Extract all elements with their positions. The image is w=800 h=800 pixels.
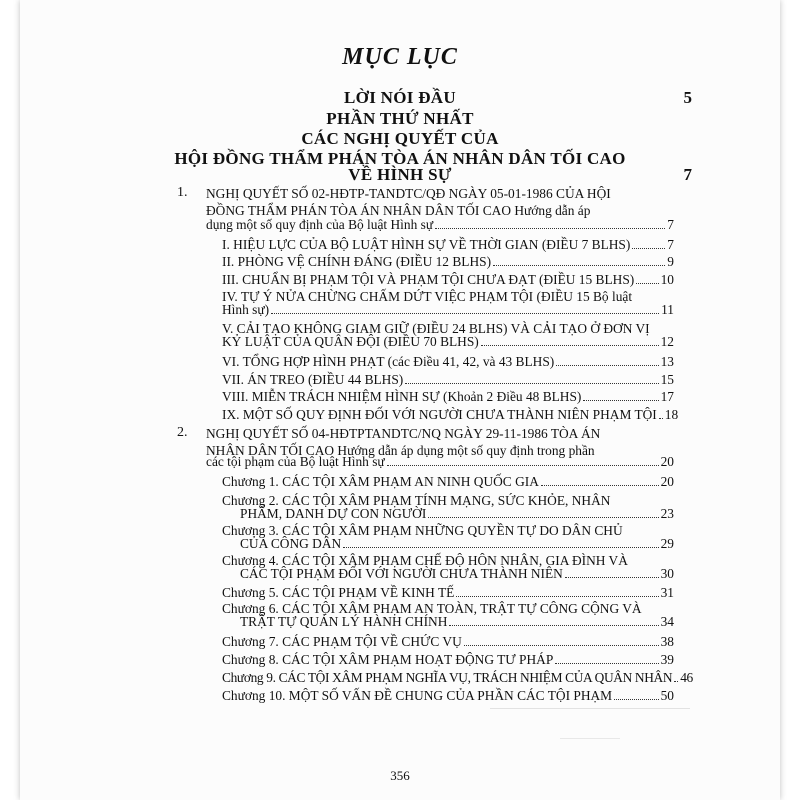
dot-leader	[481, 345, 659, 346]
part-one-page-number: 7	[683, 165, 692, 184]
preface-page-number: 5	[683, 88, 692, 107]
resolution-1-title	[206, 185, 674, 219]
resolution-2-number: 2.	[177, 425, 188, 440]
show-through-mark	[560, 738, 620, 743]
toc-item-text: II. PHÒNG VỆ CHÍNH ĐÁNG (ĐIỀU 12 BLHS)	[222, 254, 492, 269]
chapter-text: Chương 10. MỘT SỐ VẤN ĐỀ CHUNG CỦA PHẦN CÁC TỘI PHẠM	[222, 688, 613, 703]
document-page	[20, 0, 780, 800]
page-number: 29	[660, 536, 674, 551]
resolution-1-title-line: NGHỊ QUYẾT SỐ 02-HĐTP-TANDTC/QĐ NGÀY 05-01-1986 CỦA HỘI	[206, 186, 611, 201]
toc-item-text: VII. ÁN TREO (ĐIỀU 44 BLHS)	[222, 372, 404, 387]
dot-leader	[387, 465, 659, 466]
dot-leader	[271, 313, 659, 314]
chapter-entry	[222, 632, 674, 650]
toc-item	[222, 352, 674, 370]
dot-leader	[541, 485, 659, 486]
toc-item-text: KỶ LUẬT CỦA QUÂN ĐỘI (ĐIỀU 70 BLHS)	[222, 334, 479, 349]
page-number: 7	[667, 217, 674, 232]
dot-leader	[555, 663, 658, 664]
resolution-1-number: 1.	[177, 185, 188, 200]
dot-leader	[583, 400, 658, 401]
part-one-council: HỘI ĐỒNG THẨM PHÁN TÒA ÁN NHÂN DÂN TỐI CAO	[174, 149, 626, 168]
toc-item	[222, 370, 674, 388]
toc-item-text: Hình sự)	[222, 302, 270, 317]
dot-leader	[449, 625, 658, 626]
chapter-text: Chương 1. CÁC TỘI XÂM PHẠM AN NINH QUỐC GIA	[222, 474, 539, 489]
chapter-text: Chương 5. CÁC TỘI PHẠM VỀ KINH TẾ	[222, 585, 455, 600]
chapter-continuation	[240, 504, 674, 522]
resolution-1-entry	[206, 215, 674, 233]
toc-item	[222, 235, 674, 253]
dot-leader	[405, 383, 658, 384]
resolution-2-title-line: NHÂN DÂN TỐI CAO Hướng dẫn áp dụng một số quy định trong phần	[206, 443, 595, 458]
page-number: 39	[660, 652, 674, 667]
page-number: 20	[660, 474, 674, 489]
page-number: 7	[667, 237, 674, 252]
dot-leader	[674, 681, 678, 682]
chapter-text: Chương 6. CÁC TỘI XÂM PHẠM AN TOÀN, TRẬT TỰ CÔNG CỘNG VÀ	[222, 601, 642, 616]
chapter-entry	[222, 650, 674, 668]
toc-item	[222, 270, 674, 288]
chapter-entry	[222, 668, 693, 686]
dot-leader	[343, 547, 658, 548]
toc-item-text: I. HIỆU LỰC CỦA BỘ LUẬT HÌNH SỰ VỀ THỜI GIAN (ĐIỀU 7 BLHS)	[222, 237, 631, 252]
page-number: 18	[664, 407, 679, 422]
page-number: 46	[680, 670, 693, 685]
page-number: 12	[660, 334, 674, 349]
dot-leader	[428, 517, 658, 518]
resolution-1-title-line: dụng một số quy định của Bộ luật Hình sự	[206, 217, 434, 232]
page-number: 20	[660, 454, 674, 469]
toc-item-text: IV. TỰ Ý NỬA CHỪNG CHẤM DỨT VIỆC PHẠM TỘI (ĐIỀU 15 Bộ luật	[222, 289, 633, 304]
page-number: 50	[660, 688, 674, 703]
chapter-text: Chương 2. CÁC TỘI XÂM PHẠM TÍNH MẠNG, SỨC KHỎE, NHÂN	[222, 493, 611, 508]
chapter-continuation	[240, 534, 674, 552]
dot-leader	[632, 248, 665, 249]
toc-item-text: III. CHUẨN BỊ PHẠM TỘI VÀ PHẠM TỘI CHƯA ĐẠT (ĐIỀU 15 BLHS)	[222, 272, 635, 287]
show-through-mark	[490, 708, 690, 713]
part-one-heading: PHẦN THỨ NHẤT	[326, 109, 474, 128]
toc-title: MỤC LỤC	[342, 44, 458, 70]
toc-item-text: VIII. MIỄN TRÁCH NHIỆM HÌNH SỰ (Khoản 2 Điều 48 BLHS)	[222, 389, 582, 404]
chapter-text: CÁC TỘI PHẠM ĐỐI VỚI NGƯỜI CHƯA THÀNH NIÊN	[240, 566, 563, 581]
page-number: 17	[660, 389, 674, 404]
chapter-text: CỦA CÔNG DÂN	[240, 536, 342, 551]
page-number: 23	[660, 506, 674, 521]
chapter-text: TRẬT TỰ QUẢN LÝ HÀNH CHÍNH	[240, 614, 448, 629]
toc-item-text: VI. TỔNG HỢP HÌNH PHẠT (các Điều 41, 42, và 43 BLHS)	[222, 354, 555, 369]
page-number: 10	[660, 272, 674, 287]
chapter-continuation	[240, 612, 674, 630]
toc-item-text: V. CẢI TẠO KHÔNG GIAM GIỮ (ĐIỀU 24 BLHS) VÀ CẢI TẠO Ở ĐƠN VỊ	[222, 321, 650, 336]
page-number-footer: 356	[390, 768, 410, 783]
dot-leader	[636, 283, 658, 284]
page-number: 15	[660, 372, 674, 387]
toc-item	[222, 387, 674, 405]
resolution-2-title-line: NGHỊ QUYẾT SỐ 04-HĐTPTANDTC/NQ NGÀY 29-11-1986 TÒA ÁN	[206, 426, 601, 441]
part-one-subtitle: CÁC NGHỊ QUYẾT CỦA	[301, 129, 499, 148]
dot-leader	[435, 228, 665, 229]
toc-item-continuation	[222, 332, 674, 350]
toc-item-continuation	[222, 300, 674, 318]
chapter-entry	[222, 472, 674, 490]
dot-leader	[565, 577, 659, 578]
chapter-text: Chương 7. CÁC PHẠM TỘI VỀ CHỨC VỤ	[222, 634, 462, 649]
toc-item-text: IX. MỘT SỐ QUY ĐỊNH ĐỐI VỚI NGƯỜI CHƯA THÀNH NIÊN PHẠM TỘI	[222, 407, 657, 422]
dot-leader	[456, 596, 658, 597]
resolution-2-title-line: các tội phạm của Bộ luật Hình sự	[206, 454, 385, 469]
chapter-text: Chương 4. CÁC TỘI XÂM PHẠM CHẾ ĐỘ HÔN NHÂN, GIA ĐÌNH VÀ	[222, 553, 628, 568]
chapter-entry	[222, 686, 674, 704]
dot-leader	[556, 365, 658, 366]
chapter-continuation	[240, 564, 674, 582]
chapter-text: Chương 9. CÁC TỘI XÂM PHẠM NGHĨA VỤ, TRÁCH NHIỆM CỦA QUÂN NHÂN	[222, 670, 673, 685]
page-number: 11	[661, 302, 674, 317]
resolution-2-entry	[206, 452, 674, 470]
chapter-text: Chương 8. CÁC TỘI XÂM PHẠM HOẠT ĐỘNG TƯ PHÁP	[222, 652, 554, 667]
preface-heading: LỜI NÓI ĐẦU	[344, 88, 456, 107]
dot-leader	[659, 418, 663, 419]
page-number: 38	[660, 634, 674, 649]
part-one-topic: VỀ HÌNH SỰ	[348, 165, 452, 184]
resolution-1-title-line: ĐỒNG THẨM PHÁN TÒA ÁN NHÂN DÂN TỐI CAO Hướng dẫn áp	[206, 203, 591, 218]
dot-leader	[614, 699, 659, 700]
toc-item	[222, 405, 679, 423]
chapter-text: PHẨM, DANH DỰ CON NGƯỜI	[240, 506, 427, 521]
dot-leader	[493, 265, 665, 266]
chapter-entry	[222, 583, 674, 601]
page-number: 9	[667, 254, 674, 269]
page-number: 31	[660, 585, 674, 600]
dot-leader	[464, 645, 659, 646]
chapter-text: Chương 3. CÁC TỘI XÂM PHẠM NHỮNG QUYỀN TỰ DO DÂN CHỦ	[222, 523, 623, 538]
toc-item	[222, 252, 674, 270]
page-number: 13	[660, 354, 674, 369]
page-number: 30	[660, 566, 674, 581]
page-number: 34	[660, 614, 674, 629]
